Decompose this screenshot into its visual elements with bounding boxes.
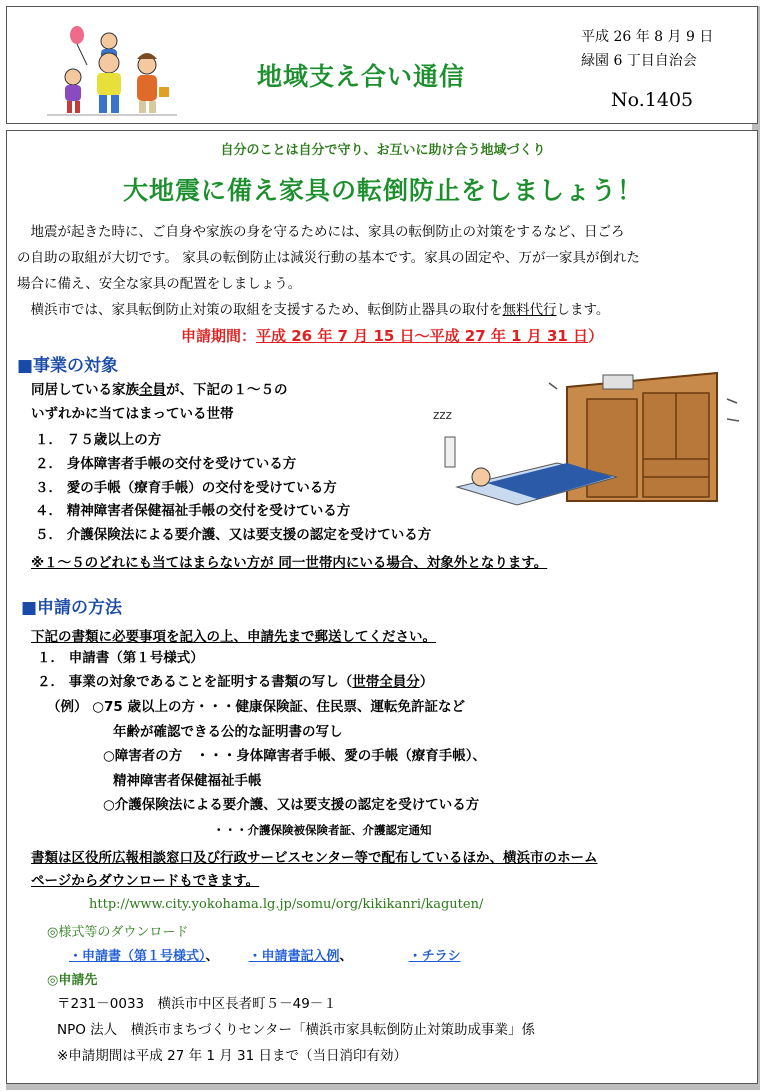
apply-item2-post: ） (419, 673, 434, 690)
destination-heading: ◎申請先 (47, 973, 98, 988)
support-emphasis: 無料代行 (502, 302, 557, 318)
apply-heading: ■申請の方法 (21, 598, 123, 618)
postal-address: 〒231－0033 横浜市中区長者町５－49－１ (57, 996, 337, 1012)
intro-line: の自助の取組が大切です。 家具の転倒防止は減災行動の基本です。家具の固定や、万が一家具が倒れた (17, 250, 640, 266)
svg-text:zzz: zzz (433, 408, 452, 422)
list-item: ２． 身体障害者手帳の交付を受けている方 (35, 455, 297, 472)
example-line: 精神障害者保健福祉手帳 (113, 772, 262, 789)
example-line: ・・・介護保険被保険者証、介護認定通知 (213, 822, 432, 837)
list-item: ４． 精神障害者保健福祉手帳の交付を受けている方 (35, 503, 351, 520)
apply-lead: 下記の書類に必要事項を記入の上、申請先まで郵送してください。 (31, 629, 436, 645)
distribution-line: 書類は区役所広報相談窓口及び行政サービスセンター等で配布しているほか、横浜市のホーム (31, 850, 598, 866)
target-list (35, 429, 431, 548)
list-item (37, 671, 433, 695)
form1-link[interactable]: ・申請書（第１号様式） (69, 949, 206, 964)
download-heading: ◎様式等のダウンロード (47, 925, 189, 940)
apply-item2-pre: ２． 事業の対象であることを証明する書類の写し（ (37, 673, 353, 690)
download-url[interactable]: http://www.city.yokohama.lg.jp/somu/org/kikikanri/kaguten/ (89, 897, 484, 912)
apply-list (37, 647, 433, 695)
example-line: 年齢が確認できる公的な証明書の写し (113, 723, 343, 740)
page-shadow-bottom (6, 1084, 760, 1090)
support-post: します。 (556, 302, 610, 318)
list-item: １． 申請書（第１号様式） (37, 650, 204, 666)
target-lead-line1 (31, 379, 288, 403)
family-illustration (47, 25, 177, 117)
destination-block (57, 991, 535, 1069)
intro-line: 場合に備え、安全な家具の配置をしましょう。 (17, 276, 302, 292)
headline: 大地震に備え家具の転倒防止をしましょう！ (122, 176, 643, 205)
link-separator: 、 (339, 949, 353, 964)
issue-meta (581, 25, 713, 73)
apply-item2-emphasis: 世帯全員分 (352, 673, 420, 690)
period-value: 平成 26 年 7 月 15 日～平成 27 年 1 月 31 日 (256, 327, 589, 345)
intro-paragraph (17, 219, 640, 297)
newsletter-header (6, 6, 758, 124)
issuing-organization: 緑園 6 丁目自治会 (581, 53, 697, 69)
newsletter-body (6, 130, 758, 1084)
distribution-text (31, 847, 597, 893)
target-lead (31, 379, 288, 427)
recipient: NPO 法人 横浜市まちづくりセンター「横浜市家具転倒防止対策助成事業」係 (57, 1022, 535, 1038)
download-links (69, 945, 461, 964)
list-item: １． ７５歳以上の方 (35, 432, 162, 448)
period-close: ） (588, 327, 604, 345)
target-lead-post: が、下記の１～５の (166, 382, 288, 398)
target-heading: ■事業の対象 (17, 356, 119, 376)
sample-form-link[interactable]: ・申請書記入例 (248, 949, 340, 964)
examples-block (47, 695, 486, 842)
list-item: ５． 介護保険法による要介護、又は要支援の認定を受けている方 (35, 527, 432, 544)
support-text (17, 297, 609, 323)
issue-date: 平成 26 年 8 月 9 日 (581, 29, 714, 45)
period-label: 申請期間： (181, 327, 257, 345)
furniture-earthquake-illustration (417, 359, 747, 509)
flyer-link[interactable]: ・チラシ (408, 949, 461, 964)
slogan: 自分のことは自分で守り、お互いに助け合う地域づくり (220, 143, 546, 158)
distribution-line: ページからダウンロードもできます。 (31, 873, 260, 889)
deadline-note: ※申請期間は平成 27 年 1 月 31 日まで（当日消印有効） (57, 1048, 408, 1064)
intro-line: 地震が起きた時に、ご自身や家族の身を守るためには、家具の転倒防止の対策をするなど、日ごろ (17, 224, 625, 240)
issue-number: No.1405 (611, 89, 694, 111)
list-item: ３． 愛の手帳（療育手帳）の交付を受けている方 (35, 479, 337, 496)
target-note: ※１～５のどれにも当てはまらない方が 同一世帯内にいる場合、対象外となります。 (31, 555, 548, 571)
link-separator: 、 (205, 949, 219, 964)
example-line: ○介護保険法による要介護、又は要支援の認定を受けている方 (103, 797, 480, 813)
newsletter-page (6, 6, 758, 1084)
target-lead-line2: いずれかに当てはまっている世帯 (31, 405, 234, 422)
support-pre: 横浜市では、家具転倒防止対策の取組を支援するため、転倒防止器具の取付を (17, 302, 503, 318)
application-period (181, 325, 603, 346)
target-lead-pre: 同居している家族 (31, 382, 139, 398)
target-lead-emphasis: 全員 (139, 382, 166, 398)
example-line: （例） ○75 歳以上の方・・・健康保険証、住民票、運転免許証など (47, 699, 465, 715)
example-line: ○障害者の方 ・・・身体障害者手帳、愛の手帳（療育手帳）、 (103, 748, 487, 764)
newsletter-title: 地域支え合い通信 (257, 62, 466, 91)
